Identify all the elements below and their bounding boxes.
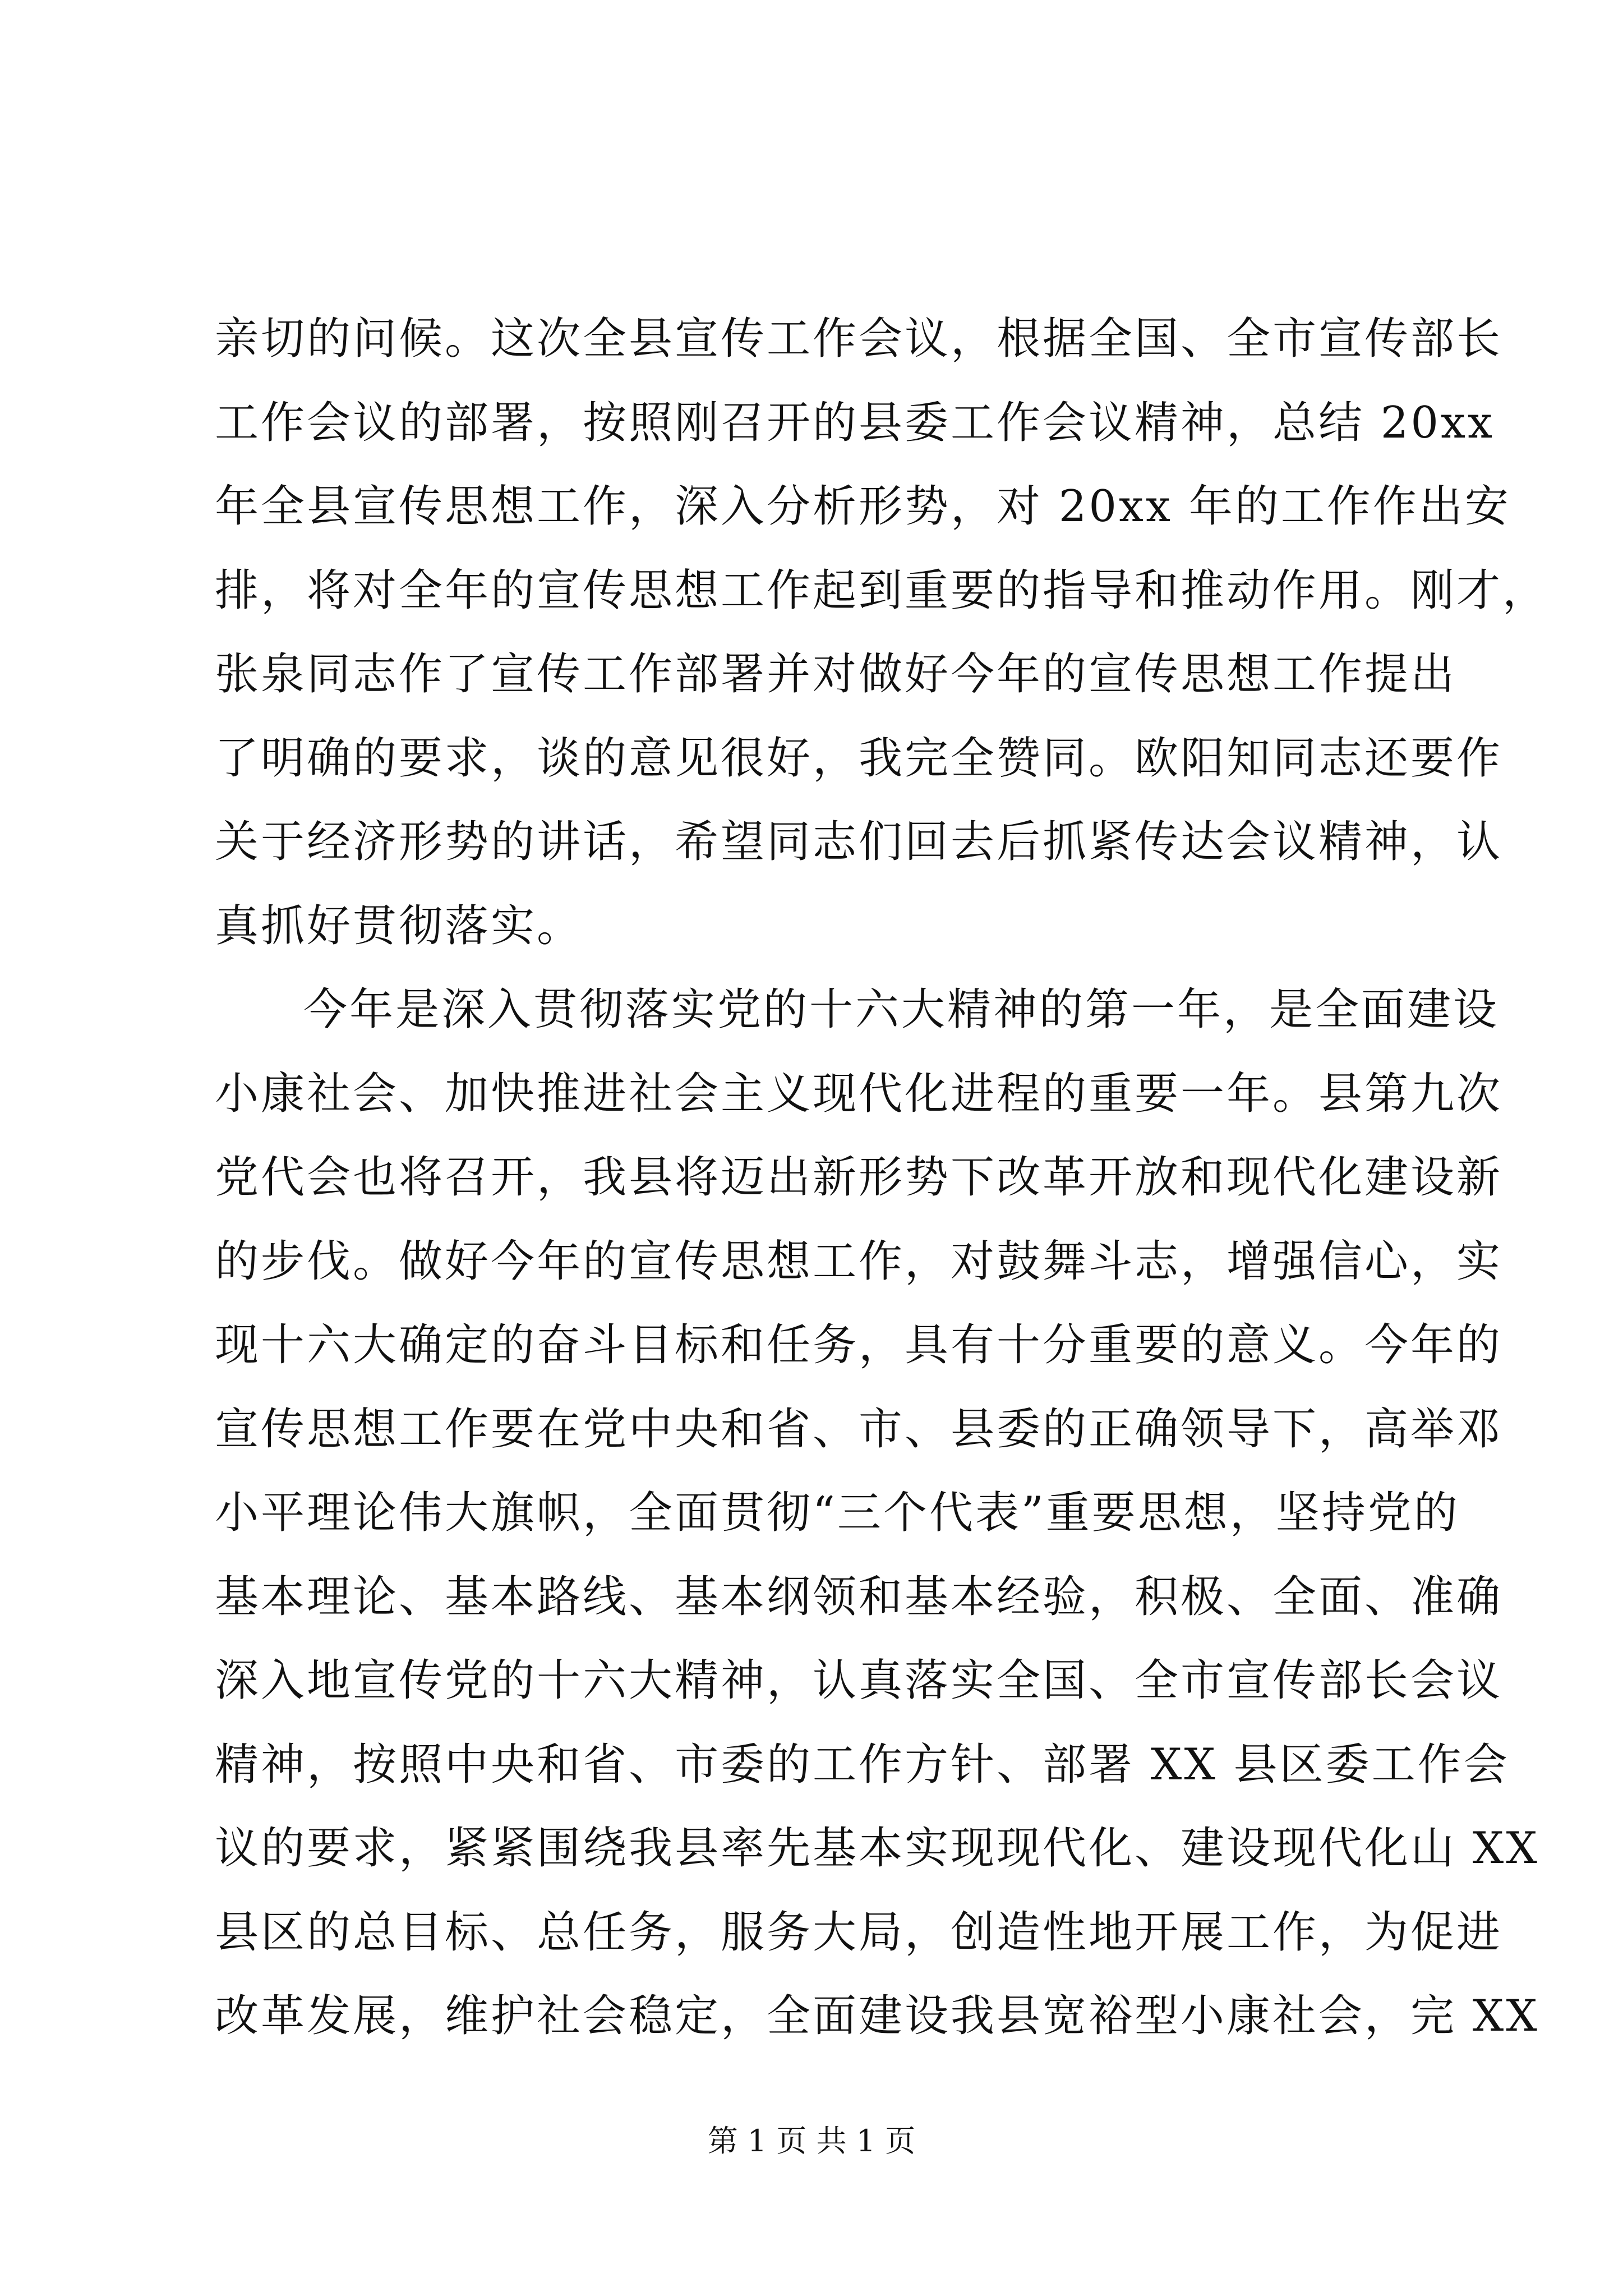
document-body — [215, 297, 1549, 2059]
text-line: 的步伐。做好今年的宣传思想工作，对鼓舞斗志，增强信心，实 — [215, 1236, 1503, 1287]
text-line: 年全县宣传思想工作，深入分析形势，对 20xx 年的工作作出安 — [215, 481, 1511, 532]
text-line: 宣传思想工作要在党中央和省、市、县委的正确领导下，高举邓 — [215, 1404, 1503, 1455]
text-line: 精神，按照中央和省、市委的工作方针、部署 XX 县区委工作会 — [215, 1739, 1510, 1790]
text-line: 小平理论伟大旗帜，全面贯彻“三个代表”重要思想，坚持党的 — [215, 1488, 1460, 1538]
text-line: 基本理论、基本路线、基本纲领和基本经验，积极、全面、准确 — [215, 1571, 1503, 1622]
text-line: 工作会议的部署，按照刚召开的县委工作会议精神，总结 20xx — [215, 397, 1495, 448]
text-line: 深入地宣传党的十六大精神，认真落实全国、全市宣传部长会议 — [215, 1655, 1503, 1706]
text-line: 张泉同志作了宣传工作部署并对做好今年的宣传思想工作提出 — [215, 649, 1457, 700]
text-line: 县区的总目标、总任务，服务大局，创造性地开展工作，为促进 — [215, 1907, 1503, 1958]
text-line: 现十六大确定的奋斗目标和任务，具有十分重要的意义。今年的 — [215, 1320, 1503, 1370]
text-line: 关于经济形势的讲话，希望同志们回去后抓紧传达会议精神，认 — [215, 817, 1503, 867]
paragraph-first-line: 今年是深入贯彻落实党的十六大精神的第一年，是全面建设 — [303, 984, 1500, 1035]
text-line: 排，将对全年的宣传思想工作起到重要的指导和推动作用。刚才， — [215, 565, 1549, 616]
text-line: 真抓好贯彻落实。 — [215, 900, 583, 951]
page-number-footer: 第 1 页 共 1 页 — [707, 2123, 916, 2159]
text-line: 改革发展，维护社会稳定，全面建设我县宽裕型小康社会，完 XX — [215, 1991, 1539, 2041]
text-line: 亲切的问候。这次全县宣传工作会议，根据全国、全市宣传部长 — [215, 314, 1503, 364]
text-line: 议的要求，紧紧围绕我县率先基本实现现代化、建设现代化山 XX — [215, 1823, 1539, 1874]
text-line: 小康社会、加快推进社会主义现代化进程的重要一年。县第九次 — [215, 1068, 1503, 1119]
text-line: 党代会也将召开，我县将迈出新形势下改革开放和现代化建设新 — [215, 1152, 1503, 1203]
text-line: 了明确的要求，谈的意见很好，我完全赞同。欧阳知同志还要作 — [215, 733, 1503, 784]
